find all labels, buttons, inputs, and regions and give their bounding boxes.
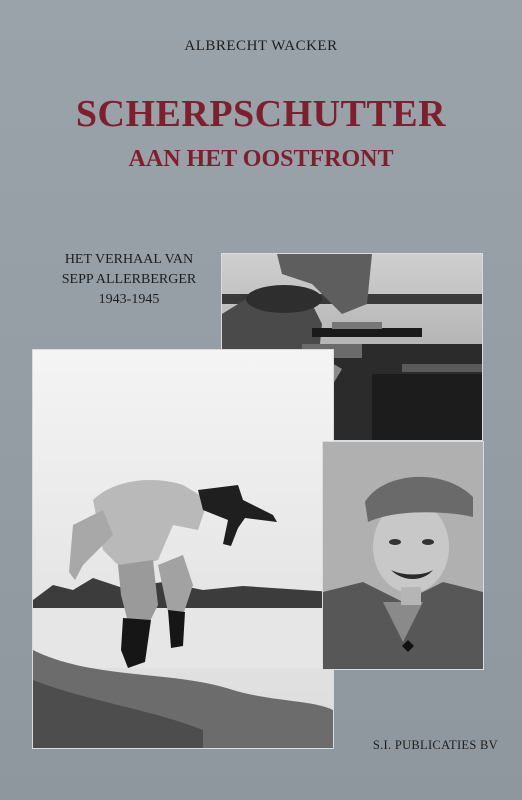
leaping-soldier-photo	[32, 349, 334, 749]
book-title: SCHERPSCHUTTER	[75, 93, 447, 135]
author-name: ALBRECHT WACKER	[184, 38, 338, 54]
story-line-3: 1943-1945	[98, 292, 160, 307]
portrait-photo	[322, 441, 484, 670]
publisher-name: S.I. PUBLICATIES BV	[372, 738, 498, 752]
story-caption	[40, 250, 218, 310]
story-line-2: SEPP ALLERBERGER	[61, 272, 197, 287]
book-subtitle: AAN HET OOSTFRONT	[128, 146, 394, 172]
story-line-1: HET VERHAAL VAN	[64, 252, 194, 267]
